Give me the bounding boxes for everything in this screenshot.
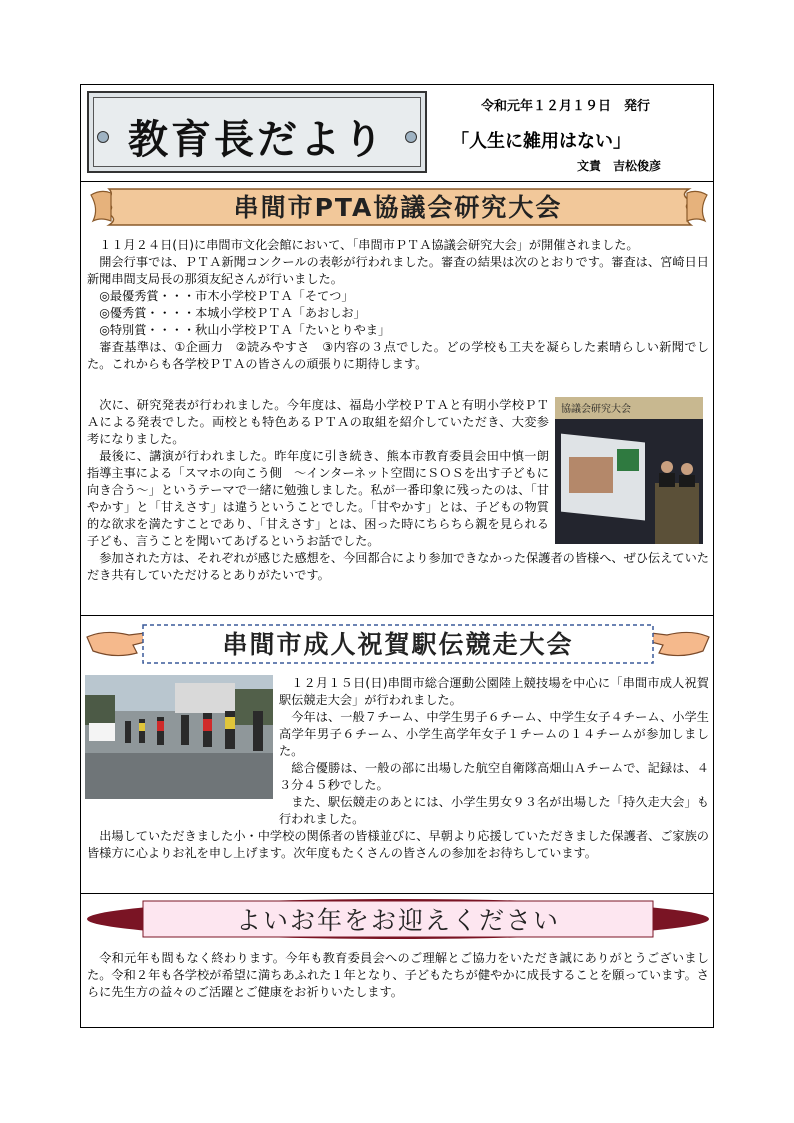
divider-2 xyxy=(81,615,713,616)
divider-3 xyxy=(81,893,713,894)
scroll-right-curl xyxy=(687,191,707,221)
newsletter-title: 教育長だより xyxy=(128,116,386,163)
pta-criteria: 審査基準は、①企画力 ②読みやすさ ③内容の３点でした。どの学校も工夫を凝らした素晴らしい新聞でした。これからも各学校ＰＴＡの皆さんの頑張りに期待します。 xyxy=(87,340,709,371)
divider-1 xyxy=(81,181,713,182)
issue-date: 令和元年１２月１９日 発行 xyxy=(481,99,651,114)
screen-banner-text: 協議会研究大会 xyxy=(561,404,631,415)
newsletter-frame xyxy=(80,84,714,1028)
newyear-body xyxy=(87,950,709,1001)
editor-credit: 文責 吉松俊彦 xyxy=(577,159,662,173)
ekiden-scene xyxy=(85,675,273,799)
title-plaque xyxy=(87,91,427,173)
award-2: ◎優秀賞・・・・本城小学校ＰＴＡ「あおしお」 xyxy=(99,306,366,320)
research-paragraph: 次に、研究発表が行われました。今年度は、福島小学校ＰＴＡと有明小学校ＰＴＡによる発表でした。両校とも特色あるＰＴＡの取組を紹介していただき、大変参考になりました。 xyxy=(87,398,549,446)
ekiden-paragraph-4: また、駅伝競走のあとには、小学生男女９３名が出場した「持久走大会」も行われました。 xyxy=(279,795,709,826)
newyear-section-title: よいお年をお迎えください xyxy=(235,906,560,935)
motto: 「人生に雑用はない」 xyxy=(451,131,631,152)
pta-closing: 参加された方は、それぞれが感じた感想を、今回都合により参加できなかった保護者の皆様へ、ぜひ伝えていただき共有していただけるとありがたいです。 xyxy=(87,551,709,582)
scroll-left-curl xyxy=(91,191,111,221)
ekiden-body xyxy=(279,675,709,828)
left-hand-icon xyxy=(87,632,149,655)
ekiden-paragraph-3: 総合優勝は、一般の部に出場した航空自衛隊高畑山Ａチームで、記録は、４３分４５秒でした。 xyxy=(279,761,709,792)
ekiden-paragraph-1: １２月１５日(日)串間市総合運動公園陸上競技場を中心に「串間市成人祝賀駅伝競走大会」が行われました。 xyxy=(279,676,709,707)
newyear-paragraph: 令和元年も間もなく終わります。今年も教育委員会へのご理解とご協力をいただき誠にありがとうございました。令和２年も各学校が希望に満ちあふれた１年となり、子どもたちが健やかに成長することを願っています。さらに先生方の益々のご活躍とご健康をお祈りいたします。 xyxy=(87,951,709,999)
pta-paragraph-1: １１月２４日(日)に串間市文化会館において、「串間市ＰＴＡ協議会研究大会」が開催されました。 xyxy=(99,238,639,252)
pta-paragraph-2: 開会行事では、ＰＴＡ新聞コンクールの表彰が行われました。審査の結果は次のとおりです。審査は、宮崎日日新聞串間支局長の那須友紀さんが行いました。 xyxy=(87,255,709,286)
ekiden-paragraph-2: 今年は、一般７チーム、中学生男子６チーム、中学生女子４チーム、小学生高学年男子６チーム、小学生高学年女子１チームの１４チームが参加しました。 xyxy=(279,710,709,758)
pta-section-title: 串間市PTA協議会研究大会 xyxy=(233,193,563,222)
award-3: ◎特別賞・・・・秋山小学校ＰＴＡ「たいとりやま」 xyxy=(99,323,391,337)
pta-intro xyxy=(87,237,709,373)
right-hand-icon xyxy=(647,632,709,655)
ekiden-photo xyxy=(85,675,273,799)
ekiden-closing-paragraph: 出場していただきました小・中学校の関係者の皆様並びに、早朝より応援していただきました保護者、ご家族の皆様方に心よりお礼を申し上げます。次年度もたくさんの皆さんの参加をお待ちしています。 xyxy=(87,829,709,860)
pta-lecture xyxy=(87,448,709,584)
ekiden-section-title: 串間市成人祝賀駅伝競走大会 xyxy=(222,630,574,659)
pta-research xyxy=(87,397,549,448)
ekiden-closing xyxy=(87,828,709,862)
award-1: ◎最優秀賞・・・市木小学校ＰＴＡ「そてつ」 xyxy=(99,289,354,303)
title-plaque-inner xyxy=(93,97,421,167)
lecture-paragraph: 最後に、講演が行われました。昨年度に引き続き、熊本市教育委員会田中慎一朗指導主事による「スマホの向こう側 ～インターネット空間にＳＯＳを出す子どもに向き合う～」というテーマで一緒に勉強しました。私が一番印象に残ったのは、「甘やかす」と「甘えさす」は違うということでした。「甘やかす」とは、子どもの物質的な欲求を満たすことであり、「甘えさす」とは、困った時にちらちら親を見られる子ども、言うことを聞いてあげるというお話でした。 xyxy=(87,449,549,548)
